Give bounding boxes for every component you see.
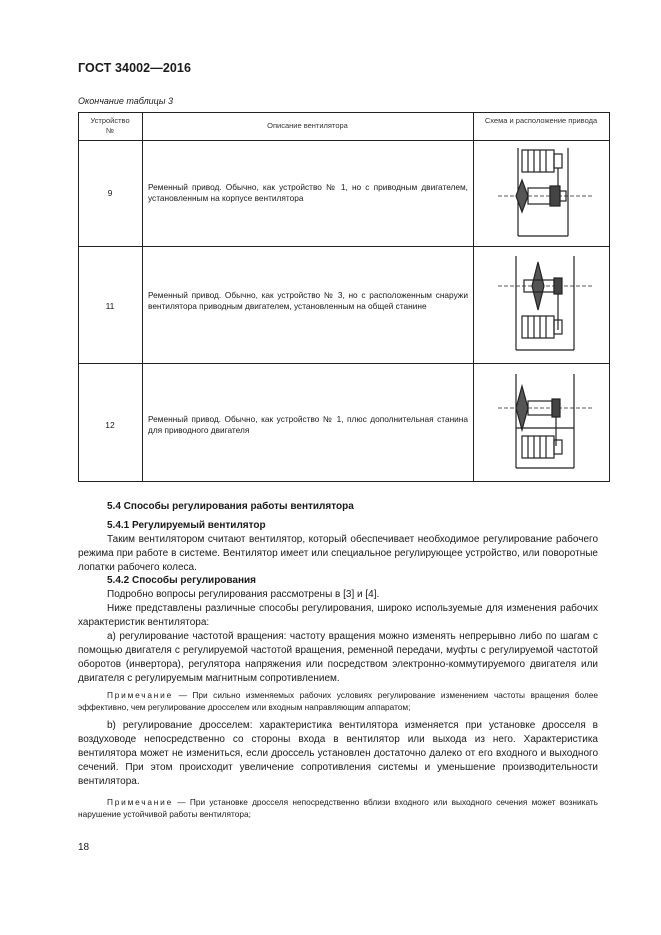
fan-belt-drive-motor-on-casing-diagram-icon [498, 146, 594, 246]
header-description: Описание вентилятора [267, 121, 348, 130]
table-caption: Окончание таблицы 3 [78, 96, 173, 106]
fan-belt-drive-common-frame-diagram-icon [498, 254, 594, 354]
subsection-title: 5.4.1 Регулируемый вентилятор [107, 520, 266, 531]
table-border-right [609, 112, 610, 482]
note-text: — При установке дросселя непосредственно вблизи входного или выходного сечения может возникать нарушение устойчивой работы вентилятора; [78, 797, 598, 819]
list-item-b: b) регулирование дросселем: характеристика вентилятора изменяется при установке дросселя в воздуховоде непосредственно со стороны входа в вентилятор или выхода из него. Характеристика вентилятора может не измениться, если дроссель установлен достаточно далеко от его входного и выходного сечений. При этом происходит увеличение сопротивления системы и уменьшение производительности вентилятора. [78, 720, 598, 787]
note-label: Примечание [107, 797, 174, 807]
note [78, 797, 598, 820]
paragraph: Ниже представлены различные способы регулирования, широко используемые для изменения рабочих характеристик вентилятора: [78, 603, 598, 628]
row-number: 12 [105, 420, 115, 430]
table-row-divider [78, 363, 610, 364]
table-header-divider [78, 140, 610, 141]
table-row-divider [78, 246, 610, 247]
row-description: Ременный привод. Обычно, как устройство № 3, но с расположенным снаружи вентилятора приводным двигателем, установленным на общей станине [148, 290, 468, 311]
table-col-divider [142, 112, 143, 482]
table-border-bottom [78, 481, 610, 482]
paragraph: Таким вентилятором считают вентилятор, который обеспечивает необходимое регулирование рабочего режима при работе в системе. Вентилятор имеет или специальное регулирующее устройство, или поворотные лопатки рабочего колеса. [78, 534, 598, 573]
note [78, 690, 598, 713]
fan-belt-drive-additional-frame-diagram-icon [498, 372, 594, 472]
table-border-top [78, 112, 610, 113]
row-number: 9 [107, 188, 113, 198]
row-description: Ременный привод. Обычно, как устройство № 1, но с приводным двигателем, установленным на корпусе вентилятора [148, 182, 468, 203]
header-scheme: Схема и расположение привода [484, 116, 598, 125]
note-text: — При сильно изменяемых рабочих условиях регулирование изменением частоты вращения более эффективно, чем регулирование дросселем или входным направляющим аппаратом; [78, 690, 598, 712]
subsection-title: 5.4.2 Способы регулирования [107, 575, 257, 586]
header-device-number: Устройство № [90, 116, 130, 135]
section-title: 5.4 Способы регулирования работы вентилятора [107, 501, 354, 512]
row-number: 11 [105, 301, 115, 311]
table-col-divider [473, 112, 474, 482]
paragraph: Подробно вопросы регулирования рассмотрены в [3] и [4]. [107, 589, 380, 600]
note-label: Примечание [107, 690, 174, 700]
list-item-a: а) регулирование частотой вращения: частоту вращения можно изменять непрерывно либо по шагам с помощью двигателя с регулируемой частотой вращения, ременной передачи, муфты с регулируемой частотой оборотов (инвертора), регулятора напряжения или посредством электронно-коммутируемого двигателя или двигателя с регулируемым магнитным сопротивлением. [78, 631, 598, 684]
row-description: Ременный привод. Обычно, как устройство № 1, плюс дополнительная станина для приводного двигателя [148, 414, 468, 435]
page-number: 18 [78, 842, 90, 853]
document-code: ГОСТ 34002—2016 [78, 61, 192, 75]
devices-table [78, 112, 610, 482]
